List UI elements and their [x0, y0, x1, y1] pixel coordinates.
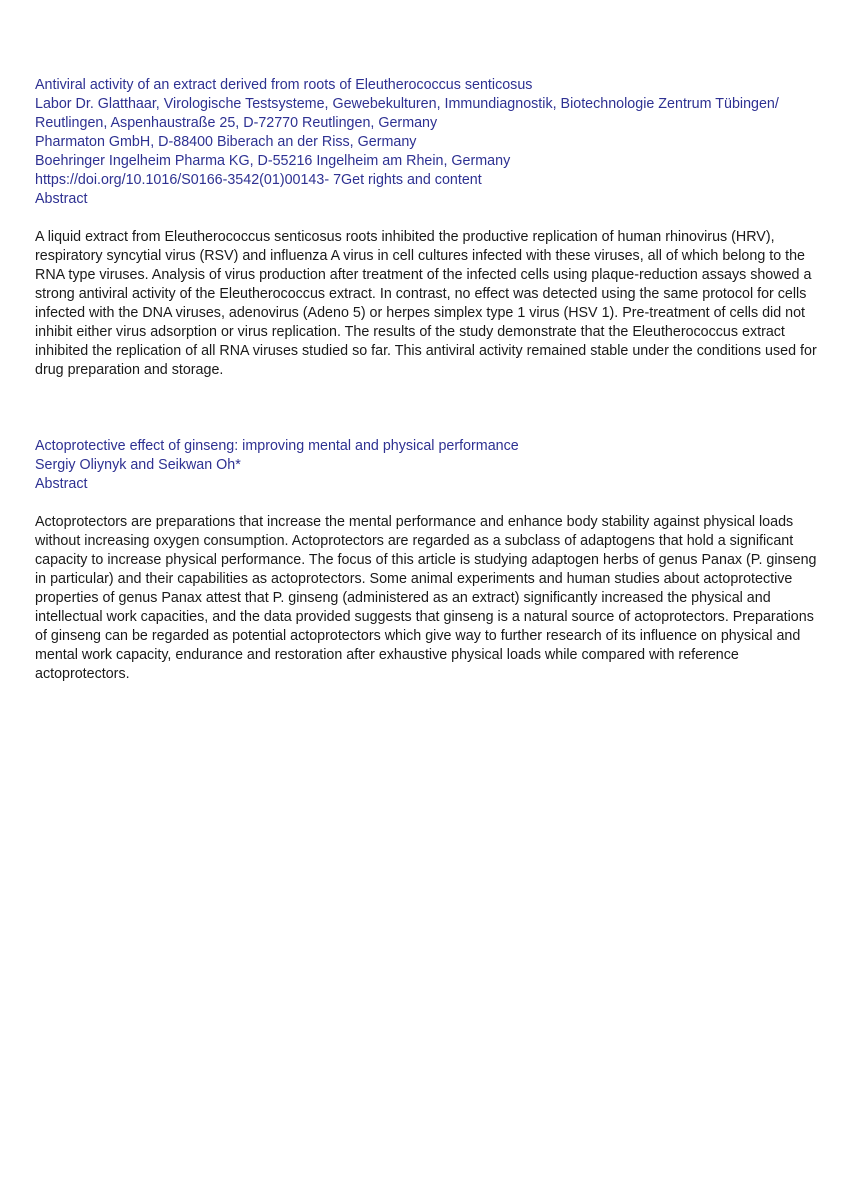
- article-title: Actoprotective effect of ginseng: improving mental and physical performance: [35, 438, 519, 454]
- abstract-text: Actoprotectors are preparations that increase the mental performance and enhance body stability against physical loads without increasing oxygen consumption. Actoprotectors are regarded as a subclass of adaptogens that hold a significant capacity to increase physical performance. The focus of this article is studying adaptogen herbs of genus Panax (P. ginseng in particular) and their capabilities as actoprotectors. Some animal experiments and human studies about actoprotective properties of genus Panax attest that P. ginseng (administered as an extract) significantly increased the physical and intellectual work capacities, and the data provided suggests that ginseng is a natural source of actoprotectors. Preparations of ginseng can be regarded as potential actoprotectors which give way to further research of its influence on physical and mental work capacity, endurance and restoration after exhaustive physical loads while compared with reference actoprotectors.: [35, 514, 817, 682]
- article-ginseng: [35, 437, 825, 684]
- abstract-text: A liquid extract from Eleutherococcus senticosus roots inhibited the productive replication of human rhinovirus (HRV), respiratory syncytial virus (RSV) and influenza A virus in cell cultures infected with these viruses, all of which belong to the RNA type viruses. Analysis of virus production after treatment of the infected cells using plaque-reduction assays showed a strong antiviral activity of the Eleutherococcus extract. In contrast, no effect was detected using the same protocol for cells infected with the DNA viruses, adenovirus (Adeno 5) or herpes simplex type 1 virus (HSV 1). Pre-treatment of cells did not inhibit either virus adsorption or virus replication. The results of the study demonstrate that the Eleutherococcus extract inhibited the replication of all RNA viruses studied so far. This antiviral activity remained stable under the conditions used for drug preparation and storage.: [35, 229, 817, 378]
- doi-link[interactable]: https://doi.org/10.1016/S0166-3542(01)00143- 7Get rights and content: [35, 172, 482, 188]
- article-eleutherococcus: [35, 76, 825, 380]
- affiliation-line: Pharmaton GmbH, D-88400 Biberach an der Riss, Germany: [35, 134, 417, 150]
- article-title: Antiviral activity of an extract derived from roots of Eleutherococcus senticosus: [35, 77, 533, 93]
- authors-line: Sergiy Oliynyk and Seikwan Oh*: [35, 457, 241, 473]
- document-page: [35, 76, 825, 684]
- affiliation-line: Labor Dr. Glatthaar, Virologische Testsysteme, Gewebekulturen, Immundiagnostik, Biotechnologie Zentrum Tübingen/: [35, 96, 779, 112]
- affiliation-line: Boehringer Ingelheim Pharma KG, D-55216 Ingelheim am Rhein, Germany: [35, 153, 511, 169]
- abstract-label: Abstract: [35, 476, 88, 492]
- affiliation-line: Reutlingen, Aspenhaustraße 25, D-72770 Reutlingen, Germany: [35, 115, 438, 131]
- abstract-label: Abstract: [35, 191, 88, 207]
